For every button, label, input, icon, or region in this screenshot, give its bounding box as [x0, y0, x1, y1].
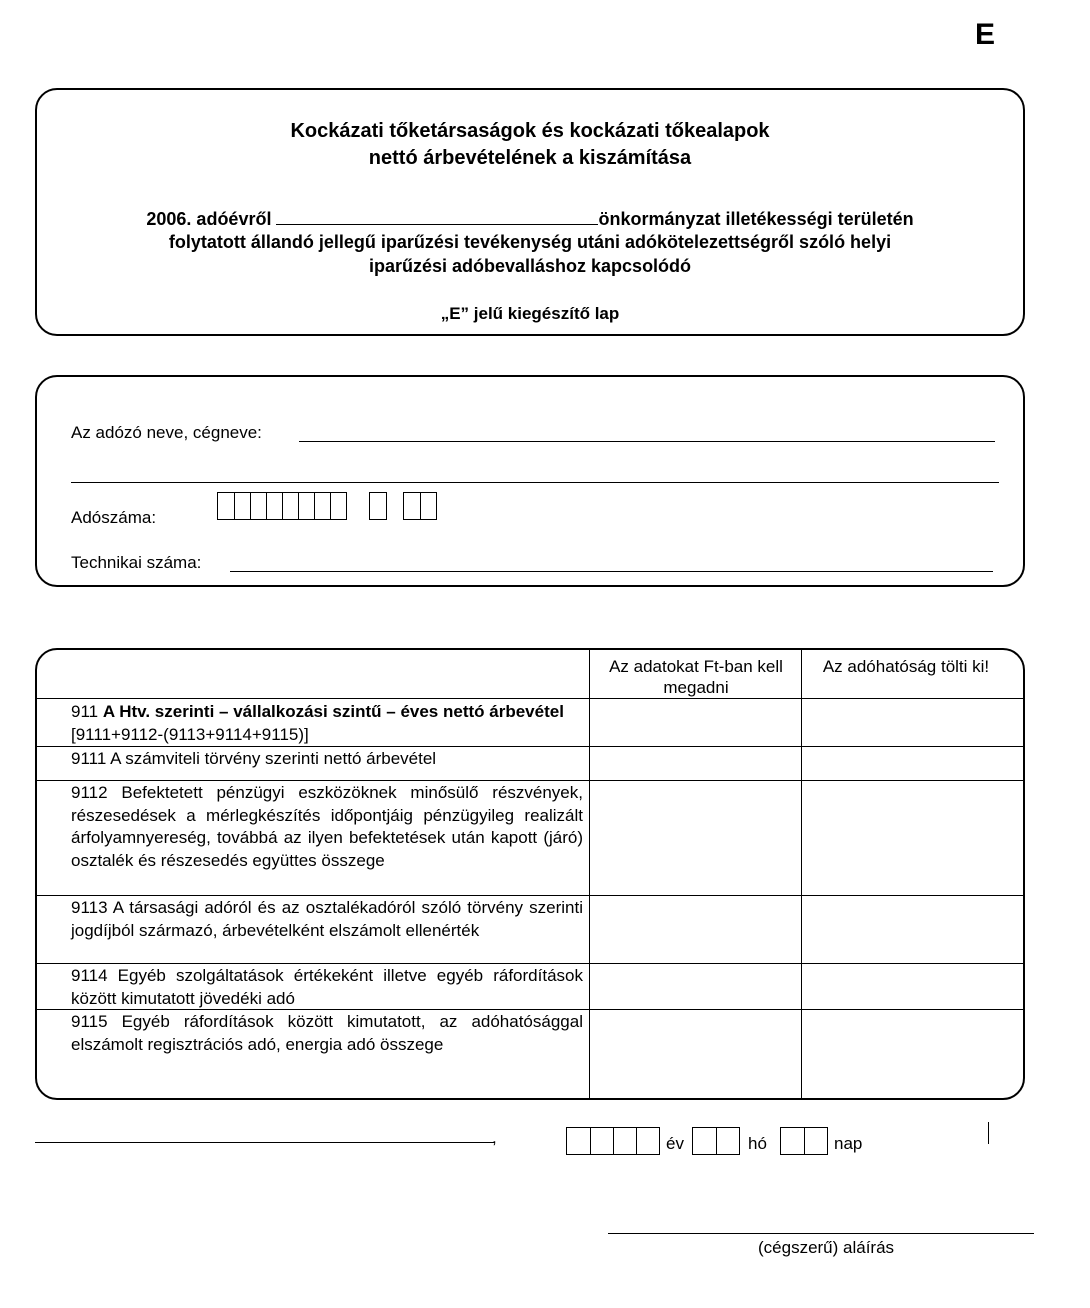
- municipality-suffix: önkormányzat illetékességi területén: [598, 209, 914, 229]
- row-text: Egyéb szolgáltatások értékeként illetve egyéb ráfordítások között kimutatott jövedéki adó: [71, 966, 583, 1008]
- header-line1: [37, 204, 1023, 231]
- row-911-label: [71, 701, 583, 746]
- month-label: hó: [748, 1134, 767, 1153]
- day-label: nap: [834, 1134, 863, 1153]
- taxpayer-name-field-line2[interactable]: [71, 482, 999, 483]
- row-text: Befektetett pénzügyi eszközöknek minősülő részvények, részesedések a mérlegkészítés időpontjáig pénzügyileg realizált árfolyamnyereség, továbbá az ilyen befektetések után kapott (járó) osztalék és részesedés együttes összege: [71, 783, 583, 870]
- taxpayer-name-field[interactable]: [299, 441, 995, 442]
- taxpayer-section: [35, 375, 1025, 587]
- row-text: Egyéb ráfordítások között kimutatott, az adóhatósággal elszámolt regisztrációs adó, energia adó összege: [71, 1012, 583, 1054]
- form-header: [35, 88, 1025, 336]
- column-header-authority: Az adóhatóság tölti ki!: [822, 657, 990, 676]
- form-letter: E: [975, 18, 996, 51]
- calculation-table: [35, 648, 1025, 1100]
- row-code: 9113: [71, 898, 108, 917]
- tax-number-county-cells[interactable]: [403, 492, 437, 520]
- tax-number-label: Adószáma:: [71, 508, 157, 527]
- tax-year-text: 2006. adóévről: [146, 209, 272, 229]
- place-field[interactable]: [35, 1142, 495, 1143]
- table-divider: [37, 895, 1023, 896]
- row-formula: [9111+9112-(9113+9114+9115)]: [71, 724, 309, 744]
- month-cells[interactable]: [692, 1127, 740, 1155]
- technical-number-label: Technikai száma:: [71, 553, 202, 572]
- form-title-line1: Kockázati tőketársaságok és kockázati tőkealapok: [290, 120, 770, 142]
- row-code: 9115: [71, 1012, 108, 1031]
- row-text: A társasági adóról és az osztalékadóról szóló törvény szerinti jogdíjból származó, árbevételként elszámolt ellenérték: [71, 898, 583, 940]
- year-label: év: [666, 1134, 684, 1153]
- row-text: A számviteli törvény szerinti nettó árbevétel: [110, 749, 437, 768]
- form-subtitle: „E” jelű kiegészítő lap: [440, 304, 620, 323]
- signature-label: (cégszerű) aláírás: [758, 1238, 895, 1257]
- header-line3: iparűzési adóbevalláshoz kapcsolódó: [368, 256, 692, 276]
- table-divider: [589, 650, 590, 1098]
- table-divider: [37, 698, 1023, 699]
- municipality-blank[interactable]: [276, 204, 598, 225]
- row-code: 9114: [71, 966, 108, 985]
- row-9111-label: [71, 748, 583, 771]
- tax-number-vat-cell[interactable]: [369, 492, 387, 520]
- row-9114-label: [71, 965, 583, 1010]
- row-bold-text: A Htv. szerinti – vállalkozási szintű – éves nettó árbevétel: [102, 702, 564, 721]
- table-divider: [801, 650, 802, 1098]
- header-line2: folytatott állandó jellegű iparűzési tevékenység utáni adókötelezettségről szóló helyi: [168, 232, 892, 252]
- form-title-line2: nettó árbevételének a kiszámítása: [368, 147, 692, 169]
- tax-number-main-cells[interactable]: [217, 492, 347, 520]
- row-9113-label: [71, 897, 583, 942]
- technical-number-field[interactable]: [230, 571, 993, 572]
- column-header-amount: Az adatokat Ft-ban kell megadni: [609, 657, 783, 697]
- row-code: 9111: [71, 749, 107, 768]
- row-code: 9112: [71, 783, 108, 802]
- year-cells[interactable]: [566, 1127, 660, 1155]
- table-divider: [37, 746, 1023, 747]
- table-divider: [37, 780, 1023, 781]
- day-cells[interactable]: [780, 1127, 828, 1155]
- row-9115-label: [71, 1011, 583, 1056]
- row-code: 911: [71, 702, 99, 721]
- table-divider: [37, 963, 1023, 964]
- signature-field[interactable]: [608, 1233, 1034, 1234]
- row-9112-label: [71, 782, 583, 872]
- place-comma: ,: [492, 1128, 497, 1147]
- margin-tick: [988, 1122, 989, 1144]
- taxpayer-name-label: Az adózó neve, cégneve:: [71, 423, 262, 442]
